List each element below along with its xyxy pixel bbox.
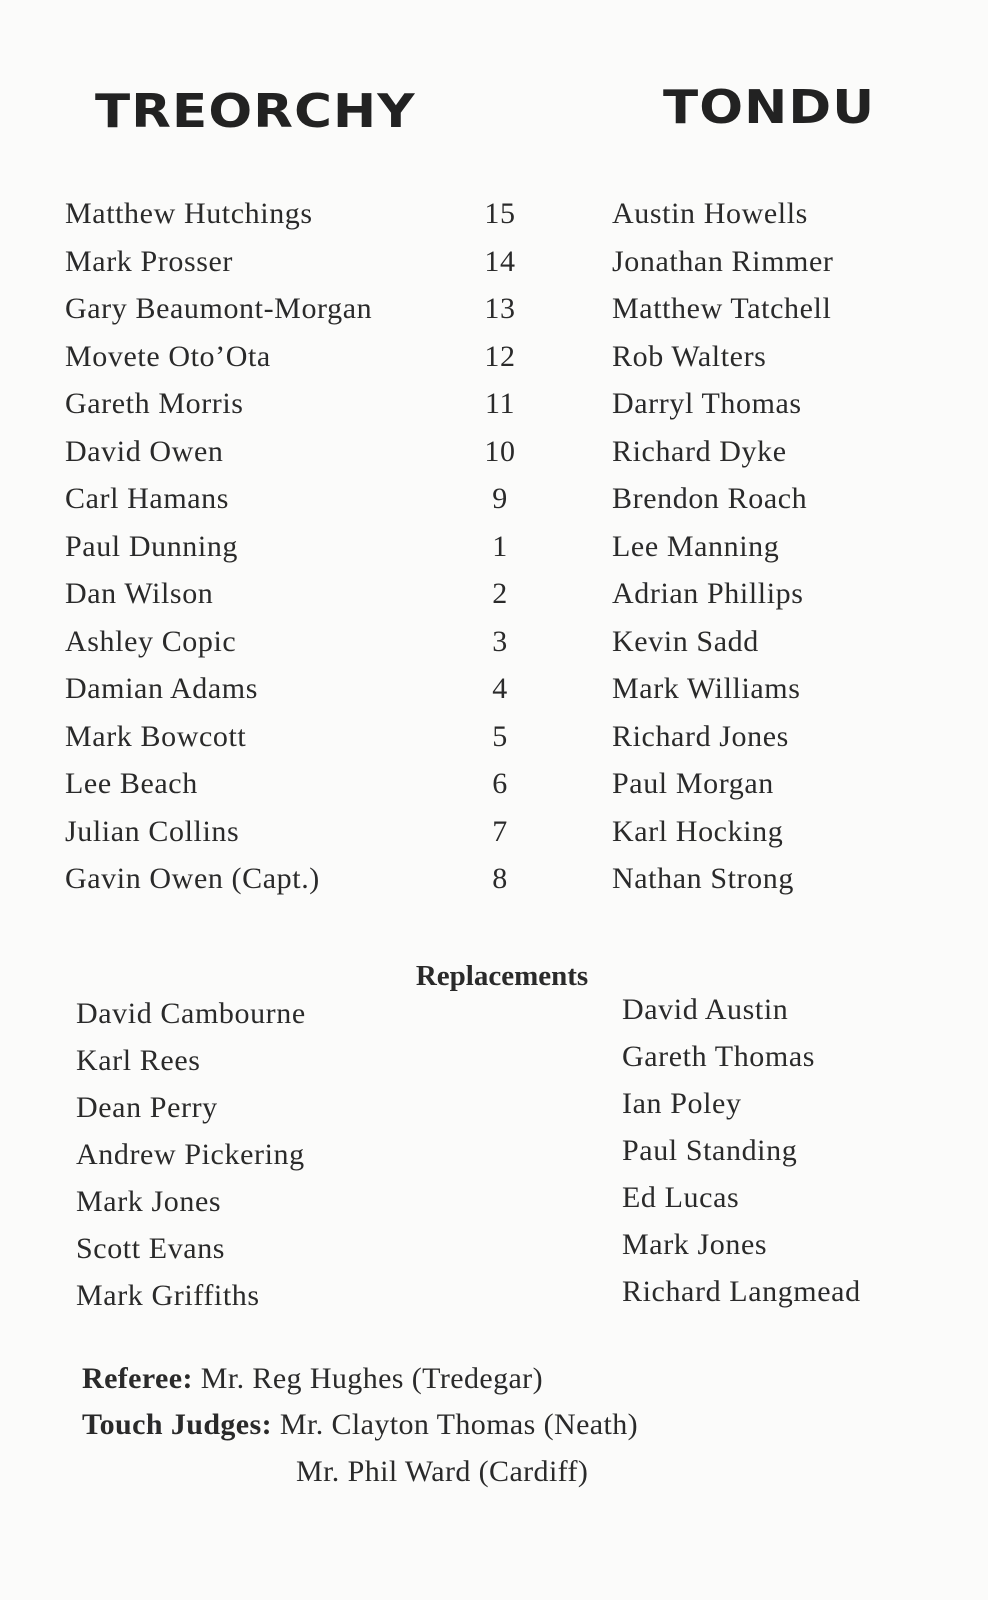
home-player: Julian Collins (65, 814, 240, 848)
away-replacement: David Austin (622, 993, 789, 1026)
shirt-numbers (470, 190, 530, 903)
away-player: Nathan Strong (612, 862, 794, 895)
away-player: Rob Walters (612, 339, 767, 373)
replacements-heading: Replacements (415, 960, 589, 992)
away-player: Kevin Sadd (612, 624, 759, 658)
home-replacement: Mark Griffiths (76, 1279, 260, 1312)
home-replacement: Mark Jones (76, 1185, 222, 1218)
home-player: Matthew Hutchings (65, 197, 313, 230)
away-player: Jonathan Rimmer (612, 244, 834, 278)
away-player: Brendon Roach (612, 482, 808, 515)
away-player: Darryl Thomas (612, 387, 802, 420)
touch-judges-line (82, 1408, 638, 1442)
referee-label: Referee: (82, 1362, 193, 1395)
shirt-number: 4 (492, 672, 508, 705)
shirt-number: 13 (484, 292, 516, 325)
touch-judges-label: Touch Judges: (82, 1408, 272, 1441)
home-replacement: Dean Perry (76, 1091, 218, 1124)
home-player: Gareth Morris (65, 387, 244, 420)
home-replacements (76, 990, 496, 1319)
shirt-number: 11 (484, 387, 516, 420)
away-replacement: Mark Jones (622, 1228, 768, 1261)
shirt-number: 6 (492, 767, 508, 800)
referee-name: Mr. Reg Hughes (Tredegar) (200, 1362, 543, 1395)
home-player: Dan Wilson (65, 577, 214, 610)
home-player: Mark Prosser (65, 244, 234, 278)
shirt-number: 5 (492, 719, 508, 753)
referee-line (82, 1362, 543, 1396)
away-player: Adrian Phillips (612, 577, 804, 610)
away-player: Austin Howells (612, 197, 808, 230)
home-player: Gavin Owen (Capt.) (65, 862, 320, 895)
home-lineup (65, 190, 465, 903)
shirt-number: 10 (484, 434, 516, 468)
touch-judge-1: Mr. Clayton Thomas (Neath) (279, 1408, 639, 1441)
away-player: Karl Hocking (612, 814, 784, 848)
shirt-number: 14 (484, 244, 516, 278)
home-replacement: David Cambourne (76, 997, 306, 1030)
away-player: Lee Manning (612, 529, 780, 563)
shirt-number: 8 (492, 862, 508, 895)
home-replacement: Karl Rees (76, 1044, 201, 1077)
shirt-number: 9 (492, 482, 508, 515)
away-player: Richard Jones (612, 719, 789, 753)
shirt-number: 2 (492, 577, 508, 610)
home-player: Gary Beaumont-Morgan (65, 292, 373, 325)
home-player: Movete Oto’Ota (65, 339, 271, 373)
away-player: Paul Morgan (612, 767, 774, 800)
touch-judge-2: Mr. Phil Ward (Cardiff) (296, 1455, 589, 1488)
away-replacement: Gareth Thomas (622, 1040, 816, 1073)
shirt-number: 3 (492, 624, 508, 658)
home-team-title: TREORCHY (95, 84, 416, 138)
shirt-number: 12 (484, 339, 516, 373)
away-replacement: Richard Langmead (622, 1275, 861, 1308)
home-player: Damian Adams (65, 672, 259, 705)
away-team-title: TONDU (663, 80, 876, 134)
away-player: Matthew Tatchell (612, 292, 832, 325)
shirt-number: 15 (484, 197, 516, 230)
away-player: Richard Dyke (612, 434, 787, 468)
away-lineup (612, 190, 972, 903)
away-replacement: Paul Standing (622, 1134, 798, 1167)
home-player: Lee Beach (65, 767, 198, 800)
away-replacements (622, 986, 972, 1315)
shirt-number: 7 (492, 814, 508, 848)
home-player: Carl Hamans (65, 482, 230, 515)
home-replacement: Andrew Pickering (76, 1138, 305, 1171)
away-replacement: Ian Poley (622, 1087, 742, 1120)
home-player: Paul Dunning (65, 529, 239, 563)
shirt-number: 1 (492, 529, 508, 563)
home-player: Mark Bowcott (65, 719, 247, 753)
home-replacement: Scott Evans (76, 1232, 226, 1265)
home-player: Ashley Copic (65, 624, 237, 658)
away-replacement: Ed Lucas (622, 1181, 740, 1214)
home-player: David Owen (65, 434, 224, 468)
away-player: Mark Williams (612, 672, 801, 705)
